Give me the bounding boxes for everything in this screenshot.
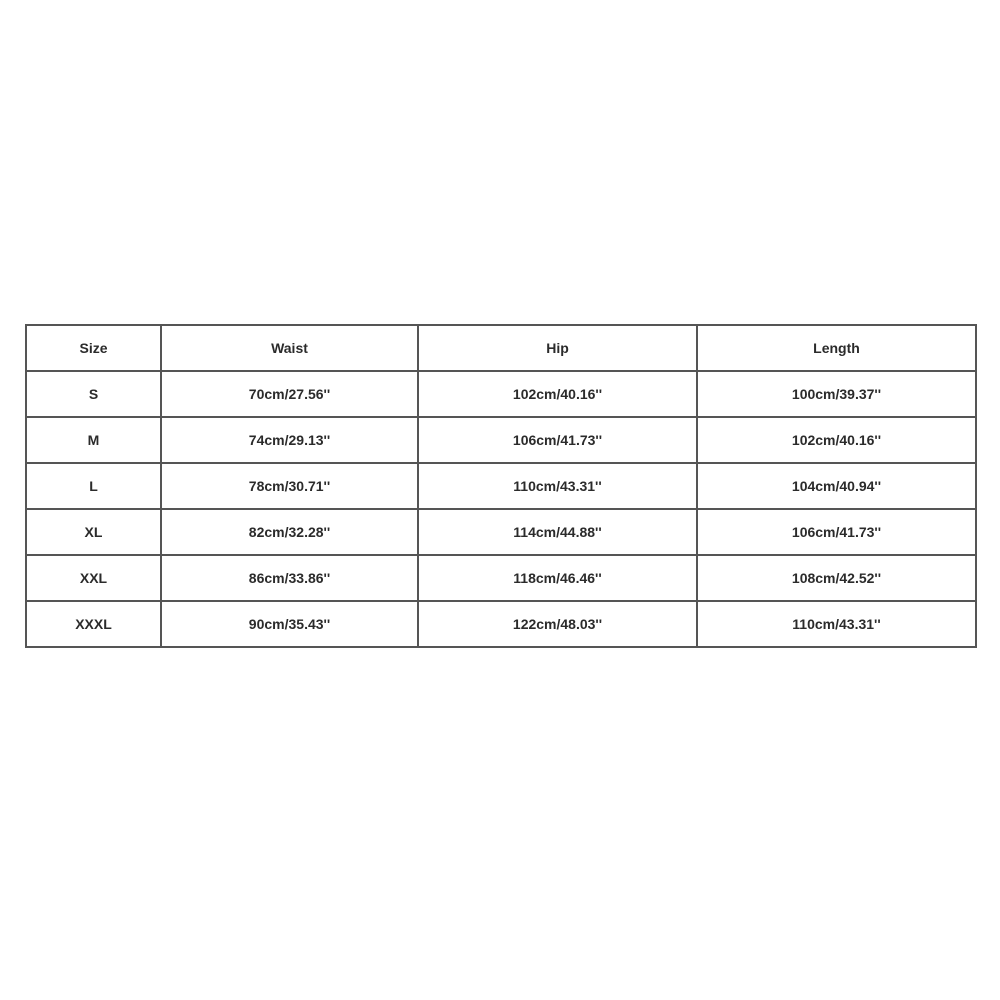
header-size: Size [26,325,161,371]
cell-length: 110cm/43.31'' [697,601,976,647]
cell-length: 102cm/40.16'' [697,417,976,463]
cell-length: 100cm/39.37'' [697,371,976,417]
table-header-row [26,325,976,371]
table-row [26,555,976,601]
header-waist: Waist [161,325,418,371]
size-chart-table [25,324,977,648]
cell-hip: 122cm/48.03'' [418,601,697,647]
cell-waist: 78cm/30.71'' [161,463,418,509]
table-row [26,463,976,509]
cell-size: L [26,463,161,509]
cell-size: M [26,417,161,463]
cell-length: 106cm/41.73'' [697,509,976,555]
table-row [26,601,976,647]
cell-waist: 74cm/29.13'' [161,417,418,463]
cell-length: 104cm/40.94'' [697,463,976,509]
cell-size: XL [26,509,161,555]
cell-waist: 86cm/33.86'' [161,555,418,601]
cell-waist: 82cm/32.28'' [161,509,418,555]
cell-hip: 114cm/44.88'' [418,509,697,555]
cell-size: XXL [26,555,161,601]
table-row [26,371,976,417]
cell-size: S [26,371,161,417]
cell-waist: 70cm/27.56'' [161,371,418,417]
cell-length: 108cm/42.52'' [697,555,976,601]
cell-hip: 118cm/46.46'' [418,555,697,601]
cell-hip: 102cm/40.16'' [418,371,697,417]
table-row [26,509,976,555]
header-length: Length [697,325,976,371]
cell-size: XXXL [26,601,161,647]
cell-hip: 106cm/41.73'' [418,417,697,463]
table-row [26,417,976,463]
cell-waist: 90cm/35.43'' [161,601,418,647]
cell-hip: 110cm/43.31'' [418,463,697,509]
header-hip: Hip [418,325,697,371]
